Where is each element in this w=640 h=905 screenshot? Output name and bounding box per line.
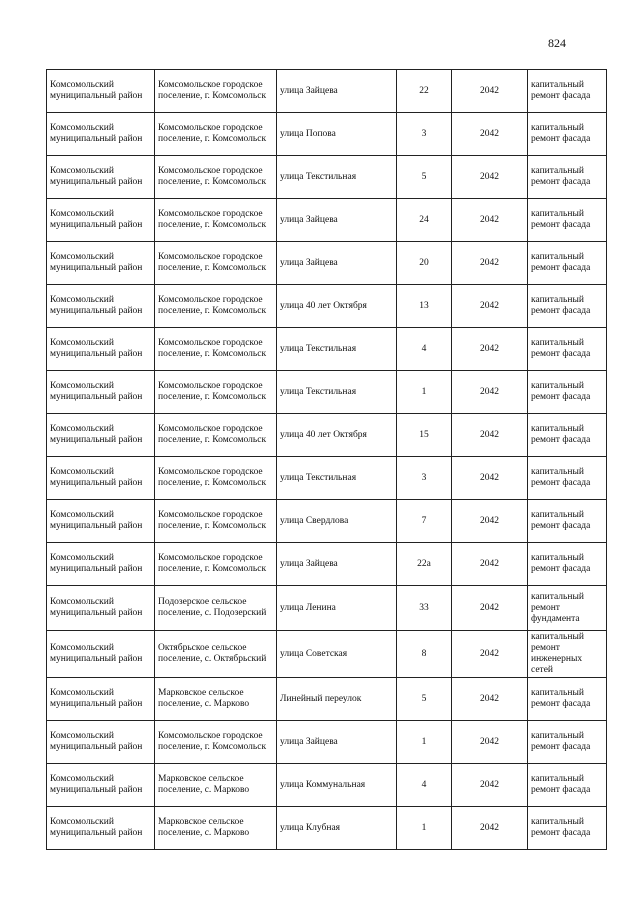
table-row [47,113,607,156]
house-cell: 22а [397,543,452,586]
district-cell: Комсомольский муниципальный район [47,807,155,850]
district-cell: Комсомольский муниципальный район [47,242,155,285]
settlement-cell: Комсомольское городское поселение, г. Комсомольск [155,113,277,156]
table-row [47,457,607,500]
year-cell: 2042 [452,678,528,721]
house-cell: 3 [397,457,452,500]
year-cell: 2042 [452,721,528,764]
table-row [47,242,607,285]
year-cell: 2042 [452,70,528,113]
street-cell: улица Зайцева [277,199,397,242]
district-cell: Комсомольский муниципальный район [47,156,155,199]
district-cell: Комсомольский муниципальный район [47,199,155,242]
year-cell: 2042 [452,199,528,242]
district-cell: Комсомольский муниципальный район [47,678,155,721]
work-type-cell: капитальный ремонт фасада [528,678,607,721]
street-cell: улица Текстильная [277,328,397,371]
work-type-cell: капитальный ремонт фасада [528,113,607,156]
house-cell: 4 [397,764,452,807]
street-cell: улица Попова [277,113,397,156]
table-row [47,586,607,631]
district-cell: Комсомольский муниципальный район [47,586,155,631]
district-cell: Комсомольский муниципальный район [47,500,155,543]
settlement-cell: Марковское сельское поселение, с. Марково [155,764,277,807]
year-cell: 2042 [452,156,528,199]
settlement-cell: Марковское сельское поселение, с. Марково [155,807,277,850]
house-cell: 15 [397,414,452,457]
table-row [47,500,607,543]
street-cell: улица Зайцева [277,70,397,113]
work-type-cell: капитальный ремонт фасада [528,414,607,457]
table-row [47,631,607,678]
table-row [47,764,607,807]
district-cell: Комсомольский муниципальный район [47,328,155,371]
year-cell: 2042 [452,371,528,414]
house-cell: 1 [397,721,452,764]
table-row [47,328,607,371]
year-cell: 2042 [452,113,528,156]
district-cell: Комсомольский муниципальный район [47,457,155,500]
work-type-cell: капитальный ремонт фасада [528,156,607,199]
table-body [47,70,607,850]
year-cell: 2042 [452,242,528,285]
year-cell: 2042 [452,631,528,678]
street-cell: улица Зайцева [277,543,397,586]
street-cell: улица Советская [277,631,397,678]
house-cell: 1 [397,807,452,850]
work-type-cell: капитальный ремонт фасада [528,199,607,242]
work-type-cell: капитальный ремонт фасада [528,285,607,328]
page-number: 824 [548,36,566,50]
work-type-cell: капитальный ремонт фасада [528,764,607,807]
house-cell: 4 [397,328,452,371]
table-row [47,721,607,764]
work-type-cell: капитальный ремонт фундамента [528,586,607,631]
house-cell: 5 [397,678,452,721]
settlement-cell: Комсомольское городское поселение, г. Комсомольск [155,543,277,586]
year-cell: 2042 [452,764,528,807]
district-cell: Комсомольский муниципальный район [47,631,155,678]
settlement-cell: Комсомольское городское поселение, г. Комсомольск [155,70,277,113]
table-row [47,543,607,586]
street-cell: улица Клубная [277,807,397,850]
settlement-cell: Комсомольское городское поселение, г. Комсомольск [155,328,277,371]
year-cell: 2042 [452,807,528,850]
table-row [47,678,607,721]
work-type-cell: капитальный ремонт фасада [528,457,607,500]
settlement-cell: Марковское сельское поселение, с. Марково [155,678,277,721]
year-cell: 2042 [452,543,528,586]
house-cell: 1 [397,371,452,414]
table-row [47,156,607,199]
street-cell: улица 40 лет Октября [277,285,397,328]
table-row [47,285,607,328]
settlement-cell: Комсомольское городское поселение, г. Комсомольск [155,721,277,764]
year-cell: 2042 [452,500,528,543]
settlement-cell: Октябрьское сельское поселение, с. Октябрьский [155,631,277,678]
house-cell: 7 [397,500,452,543]
street-cell: улица Ленина [277,586,397,631]
settlement-cell: Комсомольское городское поселение, г. Комсомольск [155,156,277,199]
year-cell: 2042 [452,414,528,457]
work-type-cell: капитальный ремонт фасада [528,721,607,764]
table-row [47,807,607,850]
street-cell: улица Зайцева [277,242,397,285]
work-type-cell: капитальный ремонт фасада [528,70,607,113]
house-cell: 3 [397,113,452,156]
street-cell: улица Текстильная [277,156,397,199]
district-cell: Комсомольский муниципальный район [47,285,155,328]
house-cell: 5 [397,156,452,199]
year-cell: 2042 [452,328,528,371]
table-row [47,414,607,457]
house-cell: 20 [397,242,452,285]
work-type-cell: капитальный ремонт фасада [528,500,607,543]
street-cell: улица Текстильная [277,457,397,500]
work-type-cell: капитальный ремонт фасада [528,371,607,414]
street-cell: улица Текстильная [277,371,397,414]
district-cell: Комсомольский муниципальный район [47,371,155,414]
settlement-cell: Комсомольское городское поселение, г. Комсомольск [155,285,277,328]
settlement-cell: Комсомольское городское поселение, г. Комсомольск [155,199,277,242]
year-cell: 2042 [452,457,528,500]
district-cell: Комсомольский муниципальный район [47,721,155,764]
street-cell: улица Свердлова [277,500,397,543]
year-cell: 2042 [452,586,528,631]
district-cell: Комсомольский муниципальный район [47,113,155,156]
district-cell: Комсомольский муниципальный район [47,543,155,586]
house-cell: 24 [397,199,452,242]
housing-repair-table [46,69,607,850]
street-cell: улица 40 лет Октября [277,414,397,457]
settlement-cell: Комсомольское городское поселение, г. Комсомольск [155,500,277,543]
work-type-cell: капитальный ремонт фасада [528,242,607,285]
work-type-cell: капитальный ремонт фасада [528,543,607,586]
table-row [47,70,607,113]
settlement-cell: Подозерское сельское поселение, с. Подозерский [155,586,277,631]
house-cell: 8 [397,631,452,678]
settlement-cell: Комсомольское городское поселение, г. Комсомольск [155,414,277,457]
settlement-cell: Комсомольское городское поселение, г. Комсомольск [155,371,277,414]
settlement-cell: Комсомольское городское поселение, г. Комсомольск [155,457,277,500]
year-cell: 2042 [452,285,528,328]
work-type-cell: капитальный ремонт фасада [528,328,607,371]
district-cell: Комсомольский муниципальный район [47,414,155,457]
work-type-cell: капитальный ремонт инженерных сетей [528,631,607,678]
street-cell: улица Коммунальная [277,764,397,807]
house-cell: 13 [397,285,452,328]
table-row [47,371,607,414]
street-cell: улица Зайцева [277,721,397,764]
house-cell: 22 [397,70,452,113]
street-cell: Линейный переулок [277,678,397,721]
house-cell: 33 [397,586,452,631]
table-row [47,199,607,242]
settlement-cell: Комсомольское городское поселение, г. Комсомольск [155,242,277,285]
district-cell: Комсомольский муниципальный район [47,70,155,113]
district-cell: Комсомольский муниципальный район [47,764,155,807]
work-type-cell: капитальный ремонт фасада [528,807,607,850]
